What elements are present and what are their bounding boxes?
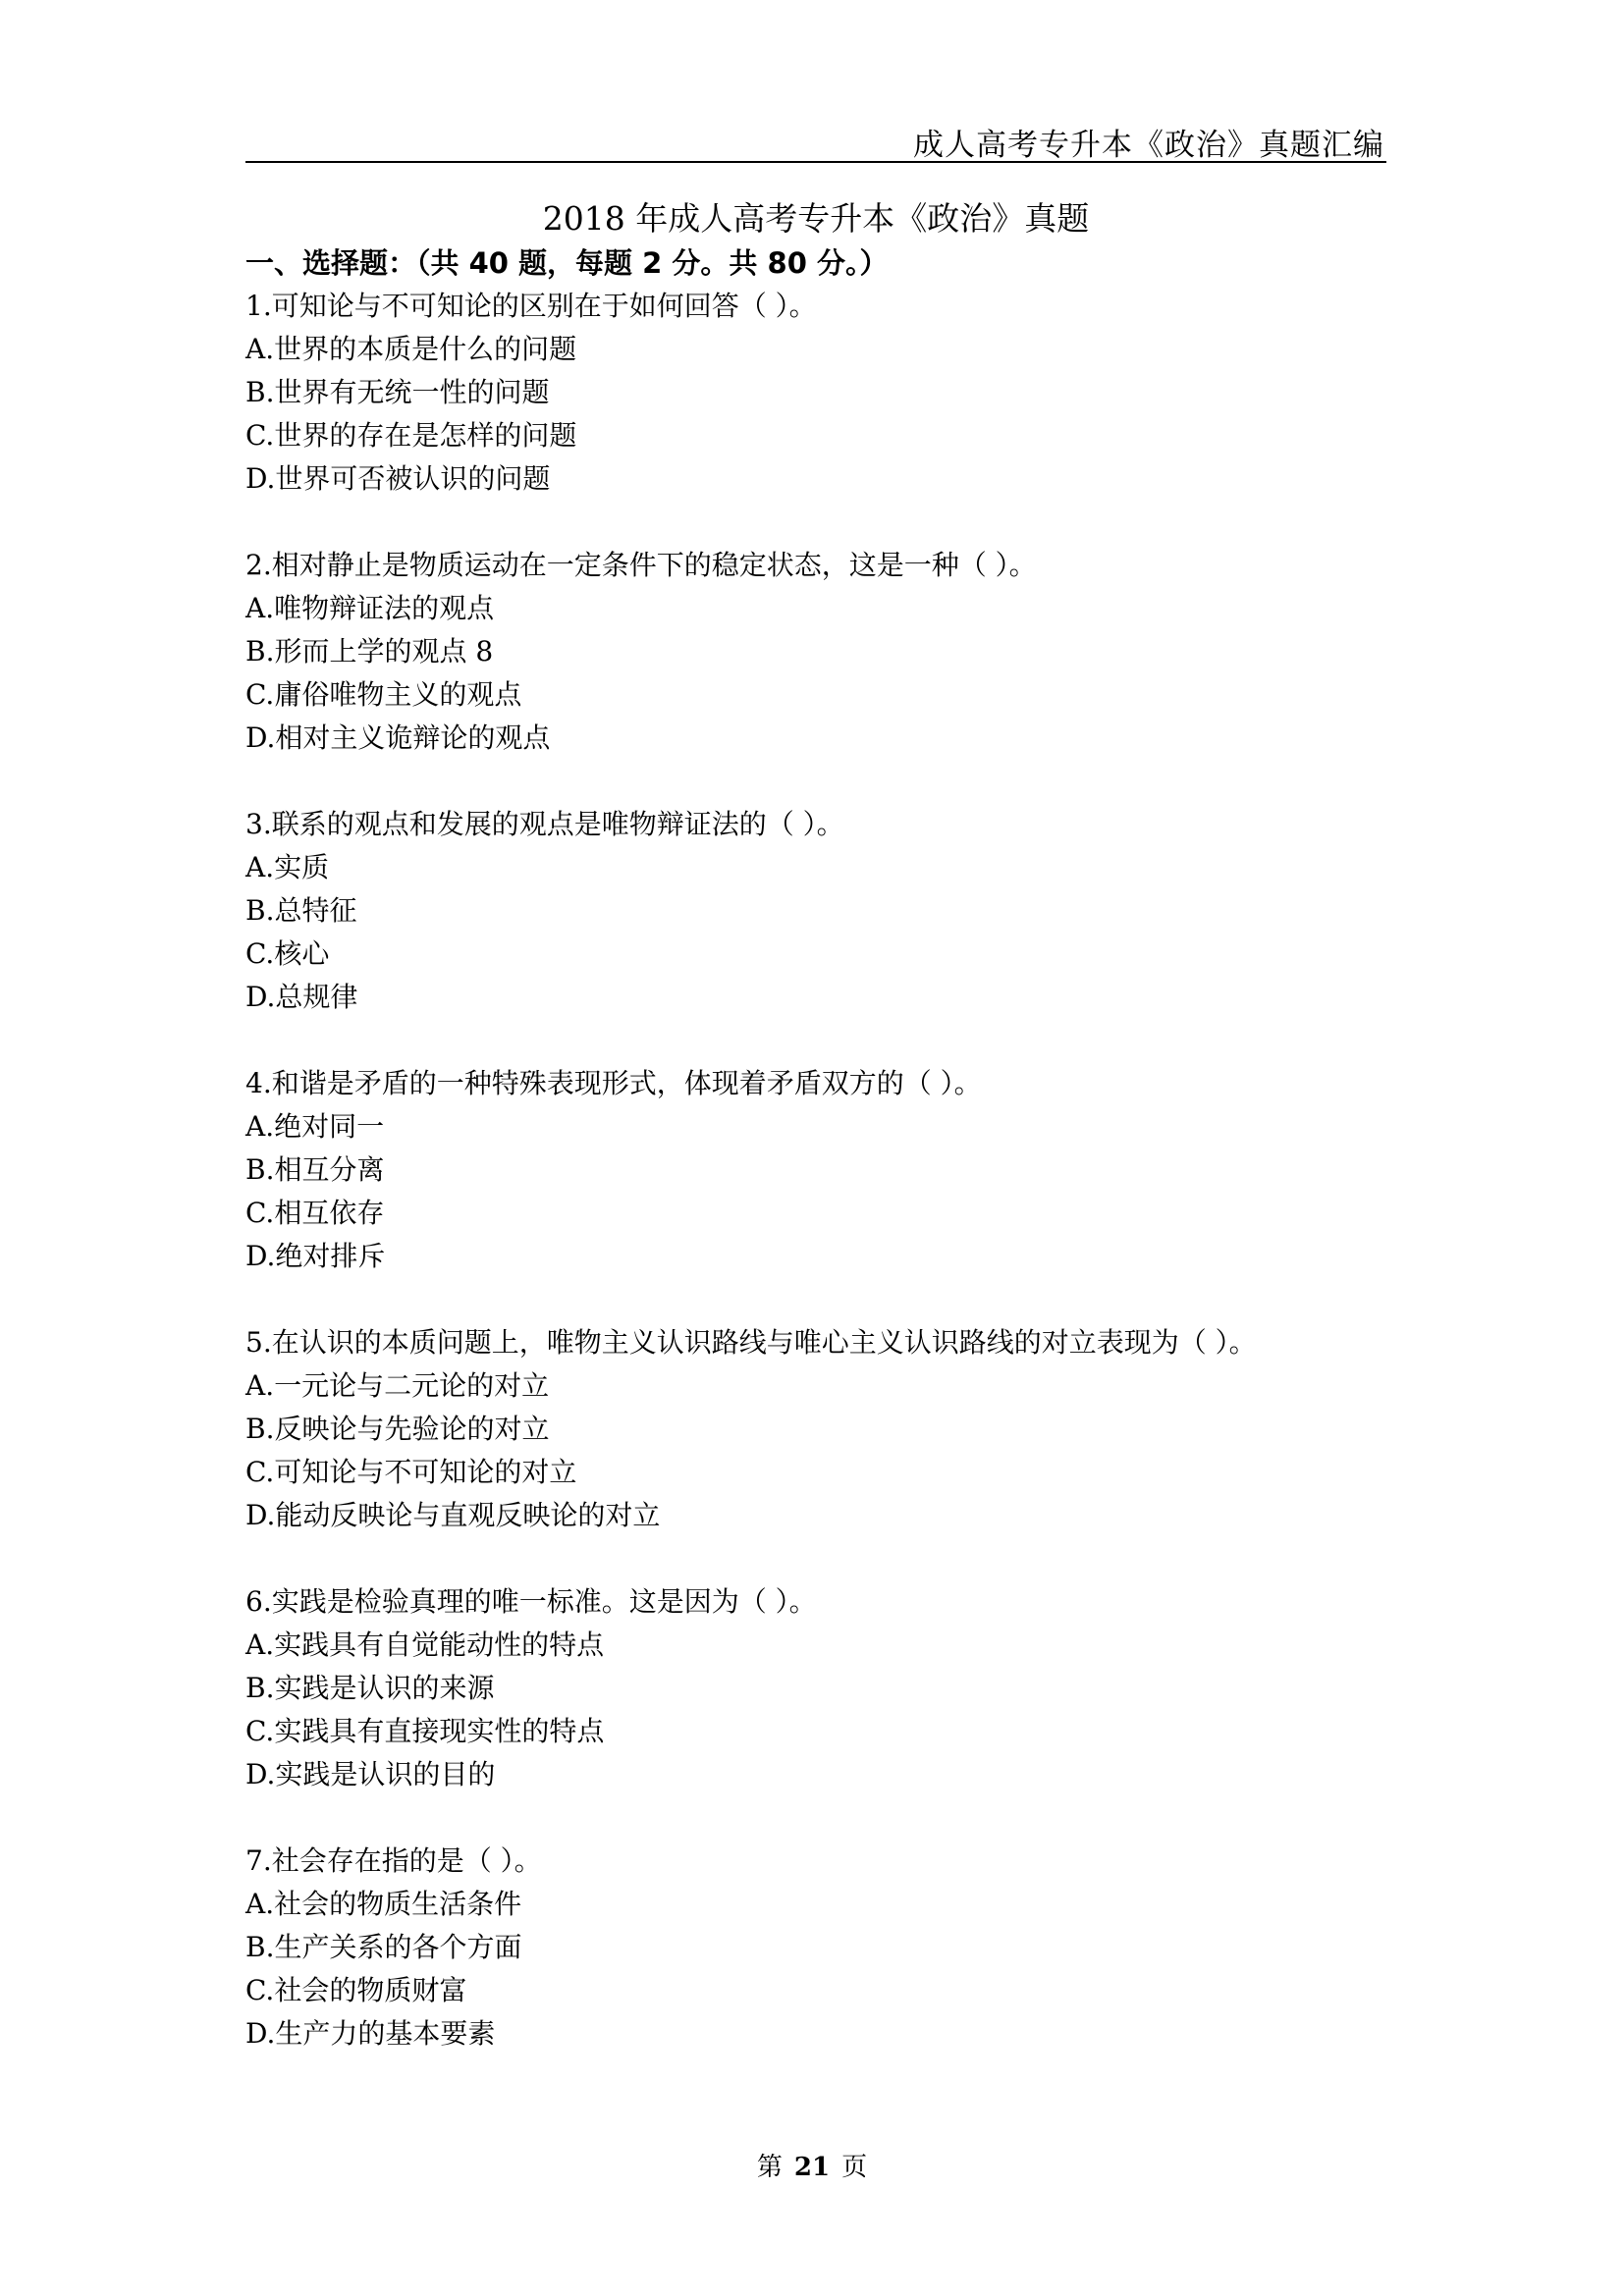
option-d: D.实践是认识的目的 (245, 1758, 496, 1790)
page-number: 21 (793, 2153, 831, 2182)
option-a: A.一元论与二元论的对立 (245, 1369, 550, 1402)
option-a: A.实质 (245, 851, 330, 883)
option-b: B.相互分离 (245, 1153, 385, 1186)
page-number-suffix: 页 (841, 2153, 868, 2182)
option-d: D.世界可否被认识的问题 (245, 462, 551, 495)
page-number-prefix: 第 (756, 2153, 783, 2182)
document-title: 2018 年成人高考专升本《政治》真题 (542, 199, 1090, 238)
question-5 (245, 1321, 1386, 1537)
option-c: C.实践具有直接现实性的特点 (245, 1715, 605, 1747)
option-a: A.社会的物质生活条件 (245, 1888, 522, 1920)
option-d: D.绝对排斥 (245, 1240, 386, 1272)
option-b: B.总特征 (245, 894, 357, 927)
question-stem: 3.联系的观点和发展的观点是唯物辩证法的（ ）。 (245, 808, 844, 840)
option-c: C.社会的物质财富 (245, 1974, 467, 2006)
question-2 (245, 544, 1386, 760)
question-6 (245, 1580, 1386, 1796)
question-stem: 1.可知论与不可知论的区别在于如何回答（ ）。 (245, 290, 817, 322)
option-b: B.形而上学的观点 8 (245, 635, 494, 667)
question-stem: 5.在认识的本质问题上，唯物主义认识路线与唯心主义认识路线的对立表现为（ ）。 (245, 1326, 1257, 1359)
option-c: C.核心 (245, 937, 330, 970)
option-d: D.相对主义诡辩论的观点 (245, 721, 551, 754)
question-list (245, 285, 1386, 2099)
option-c: C.世界的存在是怎样的问题 (245, 419, 577, 452)
option-a: A.实践具有自觉能动性的特点 (245, 1629, 605, 1661)
option-b: B.反映论与先验论的对立 (245, 1413, 550, 1445)
option-d: D.能动反映论与直观反映论的对立 (245, 1499, 661, 1531)
option-a: A.唯物辩证法的观点 (245, 592, 495, 624)
question-7 (245, 1840, 1386, 2056)
page-header (245, 116, 1386, 163)
question-stem: 6.实践是检验真理的唯一标准。这是因为（ ）。 (245, 1585, 817, 1618)
option-b: B.世界有无统一性的问题 (245, 376, 550, 408)
option-c: C.庸俗唯物主义的观点 (245, 678, 522, 711)
question-4 (245, 1062, 1386, 1278)
question-stem: 4.和谐是矛盾的一种特殊表现形式，体现着矛盾双方的（ ）。 (245, 1067, 982, 1099)
header-title: 成人高考专升本《政治》真题汇编 (913, 128, 1384, 163)
question-stem: 2.相对静止是物质运动在一定条件下的稳定状态，这是一种（ ）。 (245, 549, 1037, 581)
question-3 (245, 803, 1386, 1019)
question-stem: 7.社会存在指的是（ ）。 (245, 1844, 542, 1877)
option-c: C.可知论与不可知论的对立 (245, 1456, 577, 1488)
question-1 (245, 285, 1386, 501)
option-d: D.生产力的基本要素 (245, 2017, 496, 2050)
option-d: D.总规律 (245, 981, 358, 1013)
option-b: B.实践是认识的来源 (245, 1672, 495, 1704)
section-heading: 一、选择题：（共 40 题，每题 2 分。共 80 分。） (245, 246, 889, 280)
option-a: A.世界的本质是什么的问题 (245, 333, 577, 365)
option-a: A.绝对同一 (245, 1110, 385, 1143)
option-c: C.相互依存 (245, 1197, 385, 1229)
page-footer (0, 2150, 1624, 2185)
option-b: B.生产关系的各个方面 (245, 1931, 522, 1963)
